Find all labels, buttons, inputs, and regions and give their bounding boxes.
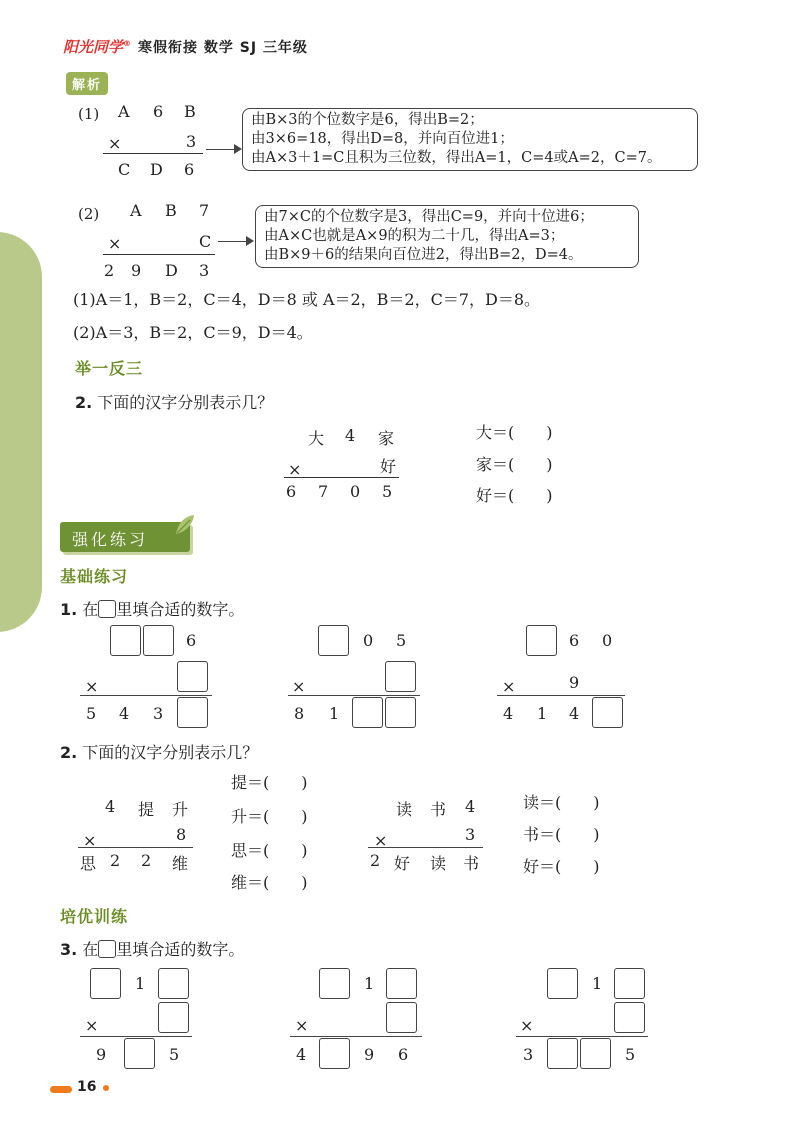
p1-digit: 6 <box>153 102 164 121</box>
digit-box[interactable] <box>318 625 349 656</box>
times-sign: × <box>108 134 122 153</box>
blank-box-icon <box>98 600 116 618</box>
times-sign: × <box>374 831 388 850</box>
note-line: 由A×3＋1=C且积为三位数，得出A=1，C=4或A=2，C=7。 <box>251 150 662 166</box>
given-digit: 1 <box>592 974 603 993</box>
juyi-char: 4 <box>345 426 356 445</box>
digit-box[interactable] <box>319 1038 350 1069</box>
footer-bar-decoration <box>50 1086 72 1093</box>
leaf-icon <box>172 512 198 538</box>
p2-digit: 7 <box>199 201 210 220</box>
digit-box[interactable] <box>385 697 416 728</box>
p2-digit: 2 <box>104 261 115 280</box>
jichu-q1: 1. 在 里填合适的数字。 <box>60 600 245 619</box>
juyi-digit: 7 <box>318 482 329 501</box>
answer-line-1: (1)A＝1，B＝2，C＝4，D＝8 或 A＝2，B＝2，C＝7，D＝8。 <box>73 290 541 309</box>
juyi-title: 举一反三 <box>75 359 144 378</box>
digit-box[interactable] <box>158 1002 189 1033</box>
digit-box[interactable] <box>386 1002 417 1033</box>
juyi-char: 家 <box>378 429 395 448</box>
note-line: 由A×C也就是A×9的积为二十几，得出A=3； <box>264 228 565 244</box>
times-sign: × <box>288 460 302 479</box>
digit-box[interactable] <box>124 1038 155 1069</box>
note-line: 由B×9＋6的结果向百位进2，得出B=2，D=4。 <box>264 247 583 263</box>
given-digit: 1 <box>537 704 548 723</box>
answer-blank[interactable]: 思＝( ) <box>231 841 308 860</box>
puzzle-char: 读 <box>430 854 447 873</box>
calc-line <box>284 477 399 478</box>
given-digit: 4 <box>503 704 514 723</box>
juyi-digit: 5 <box>382 482 393 501</box>
given-digit: 5 <box>396 631 407 650</box>
digit-box[interactable] <box>177 661 208 692</box>
digit-box[interactable] <box>547 968 578 999</box>
times-sign: × <box>295 1016 309 1035</box>
peiyou-title: 培优训练 <box>60 907 129 926</box>
answer-blank[interactable]: 维＝( ) <box>231 873 308 892</box>
given-digit: 4 <box>569 704 580 723</box>
note-line: 由7×C的个位数字是3，得出C=9，并向十位进6； <box>264 209 594 225</box>
puzzle-char: 升 <box>172 800 189 819</box>
p1-digit: C <box>118 160 131 179</box>
jichu-q2: 2. 下面的汉字分别表示几？ <box>60 743 259 762</box>
jiexi-label: 解析 <box>66 72 108 95</box>
digit-box[interactable] <box>526 625 557 656</box>
answer-blank[interactable]: 家＝( ) <box>476 455 553 474</box>
answer-blank[interactable]: 读＝( ) <box>523 793 600 812</box>
p1-tag: (1) <box>78 105 100 123</box>
digit-box[interactable] <box>386 968 417 999</box>
digit-box[interactable] <box>177 697 208 728</box>
puzzle-char: 2 <box>370 851 381 870</box>
note-line: 由3×6=18，得出D=8，并向百位进1； <box>251 131 514 147</box>
calc-line <box>288 695 420 696</box>
given-digit: 5 <box>169 1045 180 1064</box>
digit-box[interactable] <box>158 968 189 999</box>
puzzle-char: 2 <box>110 851 121 870</box>
given-digit: 4 <box>119 704 130 723</box>
calc-line <box>103 254 215 255</box>
puzzle-char: 8 <box>176 825 187 844</box>
p2-digit: 3 <box>199 261 210 280</box>
answer-blank[interactable]: 升＝( ) <box>231 807 308 826</box>
juyi-question: 2. 下面的汉字分别表示几？ <box>75 393 274 412</box>
given-digit: 3 <box>153 704 164 723</box>
puzzle-char: 好 <box>394 854 411 873</box>
given-digit: 5 <box>625 1045 636 1064</box>
given-digit: 0 <box>363 631 374 650</box>
note-line: 由B×3的个位数字是6，得出B=2； <box>251 112 484 128</box>
page-number: 16 <box>77 1079 97 1095</box>
calc-line <box>78 847 193 848</box>
arrow-line <box>206 149 236 150</box>
answer-blank[interactable]: 提＝( ) <box>231 773 308 792</box>
p2-multiplier: C <box>199 232 212 251</box>
times-sign: × <box>85 1016 99 1035</box>
p1-digit: D <box>150 160 163 179</box>
puzzle-char: 维 <box>172 854 189 873</box>
arrow-line <box>218 241 248 242</box>
given-digit: 1 <box>329 704 340 723</box>
p2-digit: B <box>165 201 177 220</box>
puzzle-char: 书 <box>430 800 447 819</box>
digit-box[interactable] <box>90 968 121 999</box>
given-digit: 8 <box>294 704 305 723</box>
given-digit: 5 <box>86 704 97 723</box>
given-digit: 6 <box>398 1045 409 1064</box>
p2-digit: D <box>165 261 178 280</box>
digit-box[interactable] <box>319 968 350 999</box>
puzzle-char: 4 <box>465 797 476 816</box>
puzzle-char: 3 <box>465 825 476 844</box>
times-sign: × <box>108 234 122 253</box>
times-sign: × <box>85 677 99 696</box>
calc-line <box>290 1036 422 1037</box>
jichu-title: 基础练习 <box>60 567 129 586</box>
header-title: 寒假衔接 数学 SJ 三年级 <box>138 40 308 56</box>
side-tab-decoration <box>0 232 42 632</box>
juyi-digit: 6 <box>286 482 297 501</box>
given-digit: 6 <box>186 631 197 650</box>
calc-line <box>497 695 625 696</box>
digit-box[interactable] <box>385 661 416 692</box>
p1-digit: 6 <box>184 160 195 179</box>
footer-dot-decoration <box>103 1085 109 1091</box>
answer-blank[interactable]: 大＝( ) <box>476 423 553 442</box>
given-digit: 3 <box>523 1045 534 1064</box>
puzzle-char: 2 <box>141 851 152 870</box>
times-sign: × <box>83 831 97 850</box>
calc-line <box>80 1036 192 1037</box>
given-digit: 6 <box>569 631 580 650</box>
p1-digit: A <box>118 102 130 121</box>
p1-explanation-box <box>242 108 698 171</box>
p2-digit: A <box>130 201 142 220</box>
answer-blank[interactable]: 好＝( ) <box>476 486 553 505</box>
digit-box[interactable] <box>547 1038 578 1069</box>
arrow-head-icon <box>246 236 254 246</box>
calc-line <box>80 695 212 696</box>
times-sign: × <box>520 1016 534 1035</box>
puzzle-char: 读 <box>396 800 413 819</box>
p1-digit: B <box>184 102 196 121</box>
times-sign: × <box>292 677 306 696</box>
digit-box[interactable] <box>110 625 141 656</box>
digit-box[interactable] <box>143 625 174 656</box>
answer-blank[interactable]: 好＝( ) <box>523 857 600 876</box>
brand-logo: 阳光同学® <box>63 38 132 56</box>
calc-line <box>516 1036 648 1037</box>
juyi-char: 好 <box>380 457 397 476</box>
peiyou-q3: 3. 在 里填合适的数字。 <box>60 940 245 959</box>
puzzle-char: 4 <box>105 797 116 816</box>
blank-box-icon <box>98 940 116 958</box>
puzzle-char: 提 <box>138 800 155 819</box>
digit-box[interactable] <box>580 1038 611 1069</box>
p1-multiplier: 3 <box>186 132 197 151</box>
given-digit: 0 <box>602 631 613 650</box>
given-digit: 1 <box>135 974 146 993</box>
given-digit: 9 <box>569 673 580 692</box>
given-digit: 9 <box>364 1045 375 1064</box>
given-digit: 9 <box>96 1045 107 1064</box>
given-digit: 1 <box>364 974 375 993</box>
arrow-head-icon <box>234 144 242 154</box>
p2-tag: (2) <box>78 205 100 223</box>
digit-box[interactable] <box>614 968 645 999</box>
answer-blank[interactable]: 书＝( ) <box>523 825 600 844</box>
juyi-char: 大 <box>308 429 325 448</box>
given-digit: 4 <box>296 1045 307 1064</box>
juyi-digit: 0 <box>350 482 361 501</box>
calc-line <box>103 153 203 154</box>
answer-line-2: (2)A＝3，B＝2，C＝9，D＝4。 <box>73 323 313 342</box>
calc-line <box>368 847 483 848</box>
digit-box[interactable] <box>352 697 383 728</box>
qianghua-banner: 强化练习 <box>60 522 190 552</box>
digit-box[interactable] <box>592 697 623 728</box>
p2-explanation-box <box>255 205 639 268</box>
times-sign: × <box>502 677 516 696</box>
puzzle-char: 思 <box>80 854 97 873</box>
puzzle-char: 书 <box>463 854 480 873</box>
p2-digit: 9 <box>131 261 142 280</box>
digit-box[interactable] <box>614 1002 645 1033</box>
